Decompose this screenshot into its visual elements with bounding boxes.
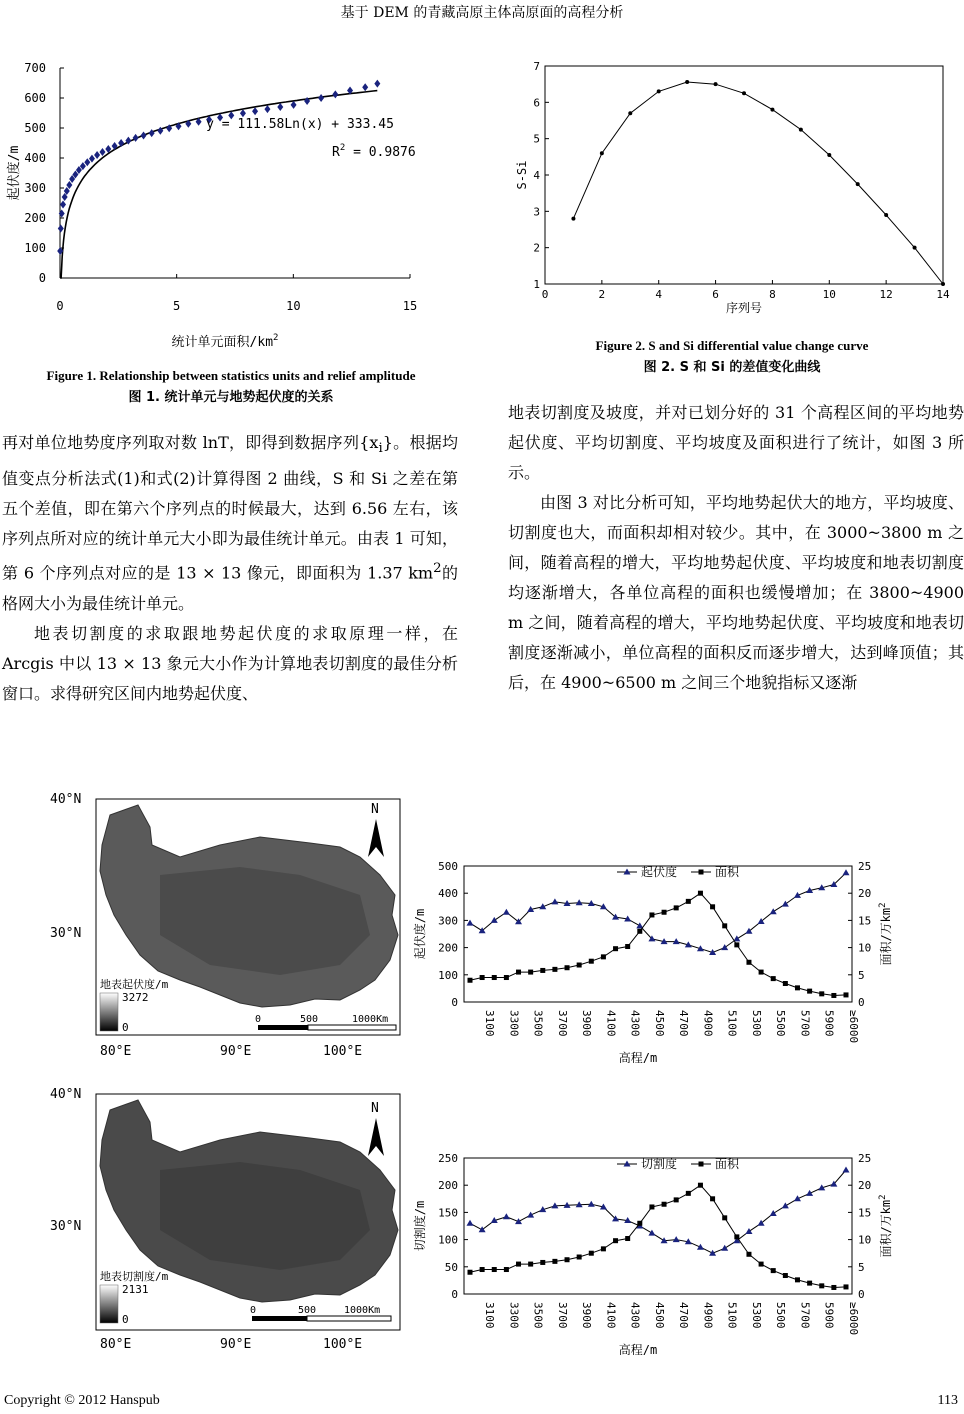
data-point: [264, 105, 270, 113]
x-tick-label: 3300: [507, 1302, 521, 1329]
x-tick-label: 4500: [652, 1010, 666, 1037]
svg-text:1000Km: 1000Km: [344, 1305, 381, 1316]
running-header: 基于 DEM 的青藏高原主体高原面的高程分析: [340, 5, 624, 21]
x-tick-label: 3100: [483, 1302, 496, 1329]
y-right-tick-label: 0: [858, 1288, 865, 1301]
lat-40-label: 40°N: [50, 1087, 82, 1102]
lon-80-label: 80°E: [100, 1337, 132, 1352]
marker-面积: [819, 991, 824, 996]
marker-面积: [528, 970, 533, 975]
data-point: [89, 155, 95, 163]
marker-切割度: [527, 1212, 534, 1218]
marker-面积: [589, 959, 594, 964]
marker-面积: [722, 923, 727, 928]
relief-amplitude-map: [40, 785, 410, 1060]
right-paragraph-1: 地表切割度及坡度，并对已划分好的 31 个高程区间的平均地势起伏度、平均切割度、平均坡度及面积进行了统计，如图 3 所示。: [508, 403, 964, 482]
svg-text:500: 500: [298, 1305, 317, 1316]
lon-90-label: 90°E: [220, 1044, 252, 1059]
data-point: [941, 282, 945, 286]
marker-面积: [759, 970, 764, 975]
data-point: [770, 108, 774, 112]
x-axis-title: 高程/m: [618, 1051, 658, 1063]
series-line-面积: [470, 893, 846, 995]
data-point: [332, 90, 338, 98]
legend-label-2: 面积: [715, 1157, 740, 1171]
figure-3b-chart: [410, 1140, 910, 1355]
x-tick-label: 5500: [774, 1302, 788, 1329]
marker-面积: [649, 1204, 654, 1209]
legend-label-1: 起伏度: [641, 865, 678, 879]
y-tick-label: 200: [24, 211, 46, 225]
marker-面积: [468, 978, 473, 983]
y-tick-label: 2: [533, 241, 540, 255]
legend-colorbar: [100, 993, 118, 1031]
y-left-tick-label: 100: [438, 1233, 458, 1247]
svg-text:0: 0: [250, 1305, 257, 1316]
scale-bar: [255, 1014, 396, 1030]
marker-面积: [637, 1221, 642, 1226]
data-point: [742, 91, 746, 95]
map-legend: [100, 977, 169, 1034]
lon-90-label: 90°E: [220, 1337, 252, 1352]
legend-max: 3272: [122, 991, 149, 1004]
y-left-tick-label: 100: [438, 968, 458, 982]
x-tick-label: 8: [769, 288, 776, 301]
lon-80-label: 80°E: [100, 1044, 132, 1059]
marker-起伏度: [721, 944, 728, 950]
marker-面积: [795, 1277, 800, 1282]
marker-切割度: [770, 1210, 777, 1216]
y-right-tick-label: 5: [858, 968, 865, 982]
r-squared-label: $R^2 = 0.9876$: [332, 143, 416, 160]
map-legend: [100, 1269, 169, 1326]
x-tick-label: 3500: [531, 1302, 545, 1329]
legend-min: 0: [122, 1313, 129, 1326]
plot-frame: [464, 866, 852, 1002]
y-left-tick-label: 300: [438, 914, 458, 928]
x-tick-label: 5700: [798, 1302, 812, 1329]
marker-面积: [601, 1246, 606, 1251]
marker-切割度: [721, 1245, 728, 1251]
marker-面积: [698, 1183, 703, 1188]
marker-面积: [589, 1251, 594, 1256]
right-paragraph-2: 由图 3 对比分析可知，平均地势起伏大的地方，平均坡度、切割度也大，而面积却相对较少。其中，在 3000~3800 m 之间，随着高程的增大，平均地势起伏度、平均坡度和地表切割度均逐渐增大，各单位高程的面积也缓慢增加；在 3800~4900 m 之间，随着高程的增大，平均地势起伏度、平均坡度和地表切割度逐渐减小，单位高程的面积反而逐步增大，达到峰顶值；其后，在 4900~6500 m 之间三个地貌指标又逐渐: [508, 493, 964, 692]
y-left-title: 起伏度/m: [413, 908, 427, 960]
y-right-title: 面积/万$km^2$: [878, 1194, 893, 1258]
north-arrow-icon: [368, 802, 384, 857]
y-right-tick-label: 20: [858, 1179, 872, 1193]
figure-1: [0, 52, 470, 362]
marker-面积: [710, 1196, 715, 1201]
legend-label-2: 面积: [715, 865, 740, 879]
x-tick-label: 5500: [774, 1010, 788, 1037]
marker-面积: [746, 1252, 751, 1257]
x-tick-label: ≥6000: [846, 1010, 860, 1044]
x-tick-label: 3700: [555, 1010, 569, 1037]
marker-面积: [722, 1215, 727, 1220]
scale-bar: [250, 1305, 391, 1321]
marker-面积: [783, 981, 788, 986]
marker-面积: [577, 963, 582, 968]
marker-面积: [565, 1257, 570, 1262]
y-right-tick-label: 10: [858, 1233, 872, 1247]
data-point: [277, 103, 283, 111]
x-tick-label: 4900: [701, 1010, 715, 1037]
x-tick-label: 0: [541, 288, 549, 301]
marker-面积: [613, 946, 618, 951]
marker-切割度: [782, 1202, 789, 1208]
marker-面积: [831, 1285, 836, 1290]
marker-面积: [674, 1197, 679, 1202]
y-tick-label: 500: [24, 121, 46, 135]
data-point: [374, 80, 380, 88]
marker-切割度: [673, 1236, 680, 1242]
surface-incision-map: [40, 1080, 410, 1355]
marker-面积: [540, 968, 545, 973]
marker-切割度: [794, 1195, 801, 1201]
marker-面积: [480, 1267, 485, 1272]
lat-30-label: 30°N: [50, 926, 82, 941]
marker-面积: [771, 976, 776, 981]
y-tick-label: 7: [533, 60, 540, 73]
marker-面积: [698, 891, 703, 896]
x-tick-label: 4300: [628, 1302, 642, 1329]
x-tick-label: 4900: [701, 1302, 715, 1329]
y-right-tick-label: 5: [858, 1260, 865, 1274]
data-point: [685, 80, 689, 84]
marker-面积: [662, 910, 667, 915]
svg-text:N: N: [371, 1101, 379, 1116]
left-paragraph-1: 再对单位地势度序列取对数 lnT，即得到数据序列$\{x_i\}$。根据均值变点分析法式(1)和式(2)计算得图 2 曲线，S 和 Si 之差在第五个差值，即在第六个序列点的时候最大，达到 6.56 左右，该序列点所对应的统计单元大小即为最佳统计单元。由表 1 可知，第 6 个序列点对应的是 13 × 13 像元，即面积为 1.37 $km^2$的格网大小为最佳统计单元。: [2, 433, 458, 613]
marker-面积: [468, 1270, 473, 1275]
set-notation: $\{x_i\}$: [359, 433, 393, 457]
marker-切割度: [648, 1230, 655, 1236]
lat-40-label: 40°N: [50, 792, 82, 807]
x-tick-label: 3700: [555, 1302, 569, 1329]
marker-面积: [504, 1267, 509, 1272]
marker-切割度: [479, 1226, 486, 1232]
data-point: [94, 151, 100, 159]
x-tick-label: 4500: [652, 1302, 666, 1329]
x-tick-label: 15: [402, 299, 418, 313]
marker-面积: [844, 992, 849, 997]
y-tick-label: 6: [533, 96, 540, 110]
marker-面积: [601, 954, 606, 959]
data-point: [714, 82, 718, 86]
y-tick-label: 100: [24, 241, 46, 255]
marker-面积: [552, 1259, 557, 1264]
y-axis-title: 起伏度/m: [7, 145, 22, 201]
y-left-tick-label: 400: [438, 887, 458, 901]
x-tick-label: 3900: [580, 1302, 594, 1329]
marker-面积: [734, 1234, 739, 1239]
x-tick-label: ≥6000: [846, 1302, 860, 1336]
lat-30-label: 30°N: [50, 1219, 82, 1234]
marker-面积: [746, 960, 751, 965]
y-tick-label: 700: [24, 61, 46, 75]
x-tick-label: 10: [286, 299, 301, 313]
x-tick-label: 5100: [725, 1302, 739, 1329]
plot-frame: [464, 1158, 852, 1294]
marker-面积: [516, 970, 521, 975]
y-left-tick-label: 500: [438, 860, 458, 873]
y-right-tick-label: 0: [858, 996, 865, 1009]
lon-100-label: 100°E: [323, 1044, 363, 1059]
data-point: [141, 132, 147, 140]
series-line-起伏度: [470, 873, 846, 953]
x-tick-label: 5900: [822, 1302, 836, 1329]
x-tick-label: 4700: [677, 1010, 691, 1037]
y-left-tick-label: 0: [451, 996, 458, 1009]
y-tick-label: 5: [533, 132, 540, 146]
y-tick-label: 400: [24, 151, 46, 165]
marker-面积: [795, 985, 800, 990]
marker-起伏度: [770, 908, 777, 914]
x-tick-label: 4: [655, 288, 663, 301]
x-tick-label: 3300: [507, 1010, 521, 1037]
y-left-title: 切割度/m: [413, 1200, 427, 1252]
legend-title: 地表起伏度/m: [100, 978, 169, 991]
legend-marker-2: [699, 870, 704, 875]
x-tick-label: 5: [173, 299, 181, 313]
data-point: [84, 158, 90, 166]
data-point: [799, 128, 803, 132]
marker-切割度: [467, 1220, 474, 1226]
plot-frame: [545, 66, 943, 284]
x-axis-title: 高程/m: [618, 1343, 658, 1355]
y-axis-title: S-Si: [515, 160, 529, 190]
y-tick-label: 1: [533, 278, 540, 291]
y-tick-label: 3: [533, 205, 540, 219]
copyright-footer: Copyright © 2012 Hanspub: [4, 1393, 160, 1408]
data-point: [60, 201, 66, 209]
marker-面积: [613, 1238, 618, 1243]
x-tick-label: 0: [56, 299, 64, 313]
legend-min: 0: [122, 1021, 129, 1034]
marker-面积: [734, 942, 739, 947]
legend-colorbar: [100, 1285, 118, 1323]
y-right-title: 面积/万$km^2$: [878, 902, 893, 966]
marker-面积: [625, 1236, 630, 1241]
legend-title: 地表切割度/m: [100, 1270, 169, 1283]
relief-map-svg: [40, 785, 410, 1060]
x-axis-title: 序列号: [725, 301, 763, 315]
y-right-tick-label: 20: [858, 887, 872, 901]
left-paragraph-2: 地表切割度的求取跟地势起伏度的求取原理一样，在 Arcgis 中以 13 × 13 象元大小作为计算地表切割度的最佳分析窗口。求得研究区间内地势起伏度、: [2, 623, 458, 703]
svg-text:N: N: [371, 802, 379, 817]
marker-面积: [710, 904, 715, 909]
fit-equation: y = 111.58Ln(x) + 333.45: [206, 117, 394, 132]
data-point: [657, 89, 661, 93]
x-tick-label: 5300: [749, 1302, 763, 1329]
data-point: [133, 134, 139, 142]
x-tick-label: 5300: [749, 1010, 763, 1037]
x-tick-label: 5900: [822, 1010, 836, 1037]
x-tick-label: 4700: [677, 1302, 691, 1329]
y-left-tick-label: 0: [451, 1288, 458, 1301]
marker-面积: [783, 1273, 788, 1278]
svg-text:500: 500: [300, 1014, 319, 1025]
data-point: [318, 94, 324, 102]
data-point: [58, 225, 64, 233]
y-left-tick-label: 50: [444, 1260, 458, 1274]
y-tick-label: 0: [38, 271, 46, 285]
x-tick-label: 4100: [604, 1010, 618, 1037]
marker-面积: [528, 1262, 533, 1267]
y-left-tick-label: 200: [438, 1179, 458, 1193]
figure-1-chart: [0, 52, 470, 362]
marker-面积: [625, 944, 630, 949]
marker-面积: [807, 1281, 812, 1286]
lon-100-label: 100°E: [323, 1337, 363, 1352]
data-point: [913, 246, 917, 250]
marker-面积: [552, 967, 557, 972]
data-point: [118, 139, 124, 147]
y-right-tick-label: 25: [858, 1152, 872, 1165]
marker-切割度: [697, 1244, 704, 1250]
legend-marker-2: [699, 1162, 704, 1167]
data-point: [856, 182, 860, 186]
marker-面积: [492, 975, 497, 980]
marker-起伏度: [491, 917, 498, 923]
page-number: 113: [937, 1393, 958, 1408]
series-line-切割度: [470, 1170, 846, 1253]
y-right-tick-label: 15: [858, 914, 872, 928]
legend-label-1: 切割度: [641, 1157, 678, 1171]
marker-面积: [759, 1262, 764, 1267]
marker-起伏度: [745, 928, 752, 934]
marker-面积: [686, 1191, 691, 1196]
marker-面积: [674, 905, 679, 910]
marker-面积: [480, 975, 485, 980]
marker-面积: [649, 912, 654, 917]
x-tick-label: 4100: [604, 1302, 618, 1329]
data-point: [884, 213, 888, 217]
marker-面积: [771, 1268, 776, 1273]
figure-1-caption-en: Figure 1. Relationship between statistics units and relief amplitude: [46, 368, 416, 383]
y-tick-label: 600: [24, 91, 46, 105]
x-tick-label: 3100: [483, 1010, 496, 1037]
figure-2-chart: [508, 52, 960, 328]
figure-3a: [410, 848, 910, 1063]
y-tick-label: 4: [533, 169, 540, 182]
data-point: [252, 107, 258, 115]
marker-面积: [807, 989, 812, 994]
right-text-column: [508, 398, 964, 698]
figure-2: [508, 52, 960, 328]
marker-面积: [492, 1267, 497, 1272]
data-point: [827, 153, 831, 157]
marker-切割度: [588, 1201, 595, 1207]
x-tick-label: 5700: [798, 1010, 812, 1037]
marker-面积: [844, 1284, 849, 1289]
data-point: [362, 83, 368, 91]
y-left-tick-label: 250: [438, 1152, 458, 1165]
data-point: [600, 151, 604, 155]
marker-面积: [577, 1255, 582, 1260]
marker-起伏度: [782, 901, 789, 907]
x-tick-label: 6: [712, 288, 719, 301]
x-axis-title: 统计单元面积$/km^2$: [171, 333, 279, 350]
y-left-tick-label: 150: [438, 1206, 458, 1220]
north-arrow-icon: [368, 1101, 384, 1156]
y-left-tick-label: 200: [438, 941, 458, 955]
marker-面积: [831, 993, 836, 998]
marker-起伏度: [576, 899, 583, 905]
data-point: [149, 129, 155, 137]
figure-3b: [410, 1140, 910, 1355]
marker-面积: [637, 929, 642, 934]
marker-起伏度: [843, 869, 850, 875]
x-tick-label: 5100: [725, 1010, 739, 1037]
svg-text:1000Km: 1000Km: [352, 1014, 389, 1025]
marker-面积: [504, 975, 509, 980]
marker-面积: [819, 1283, 824, 1288]
figure-2-caption-zh: 图 2. S 和 Si 的差值变化曲线: [643, 360, 821, 375]
marker-切割度: [843, 1166, 850, 1172]
figure-2-caption-en: Figure 2. S and Si differential value change curve: [595, 338, 869, 353]
y-tick-label: 300: [24, 181, 46, 195]
x-tick-label: 12: [879, 288, 893, 301]
marker-起伏度: [503, 909, 510, 915]
marker-面积: [662, 1202, 667, 1207]
x-tick-label: 10: [822, 288, 836, 301]
svg-text:0: 0: [255, 1014, 262, 1025]
data-point: [628, 111, 632, 115]
marker-切割度: [806, 1190, 813, 1196]
marker-起伏度: [551, 898, 558, 904]
figure-1-caption-zh: 图 1. 统计单元与地势起伏度的关系: [128, 390, 334, 405]
y-right-tick-label: 25: [858, 860, 872, 873]
data-point: [571, 217, 575, 221]
marker-切割度: [503, 1213, 510, 1219]
x-tick-label: 14: [936, 288, 950, 301]
marker-面积: [565, 965, 570, 970]
marker-面积: [540, 1260, 545, 1265]
x-tick-label: 2: [598, 288, 606, 301]
left-text-column: [2, 428, 458, 709]
figure-3a-chart: [410, 848, 910, 1063]
marker-面积: [516, 1262, 521, 1267]
incision-map-svg: [40, 1080, 410, 1355]
legend-max: 2131: [122, 1283, 149, 1296]
y-right-tick-label: 10: [858, 941, 872, 955]
y-right-tick-label: 15: [858, 1206, 872, 1220]
x-tick-label: 4300: [628, 1010, 642, 1037]
marker-切割度: [745, 1228, 752, 1234]
data-point: [291, 101, 297, 109]
data-point: [99, 148, 105, 156]
x-tick-label: 3900: [580, 1010, 594, 1037]
x-tick-label: 3500: [531, 1010, 545, 1037]
marker-面积: [686, 899, 691, 904]
